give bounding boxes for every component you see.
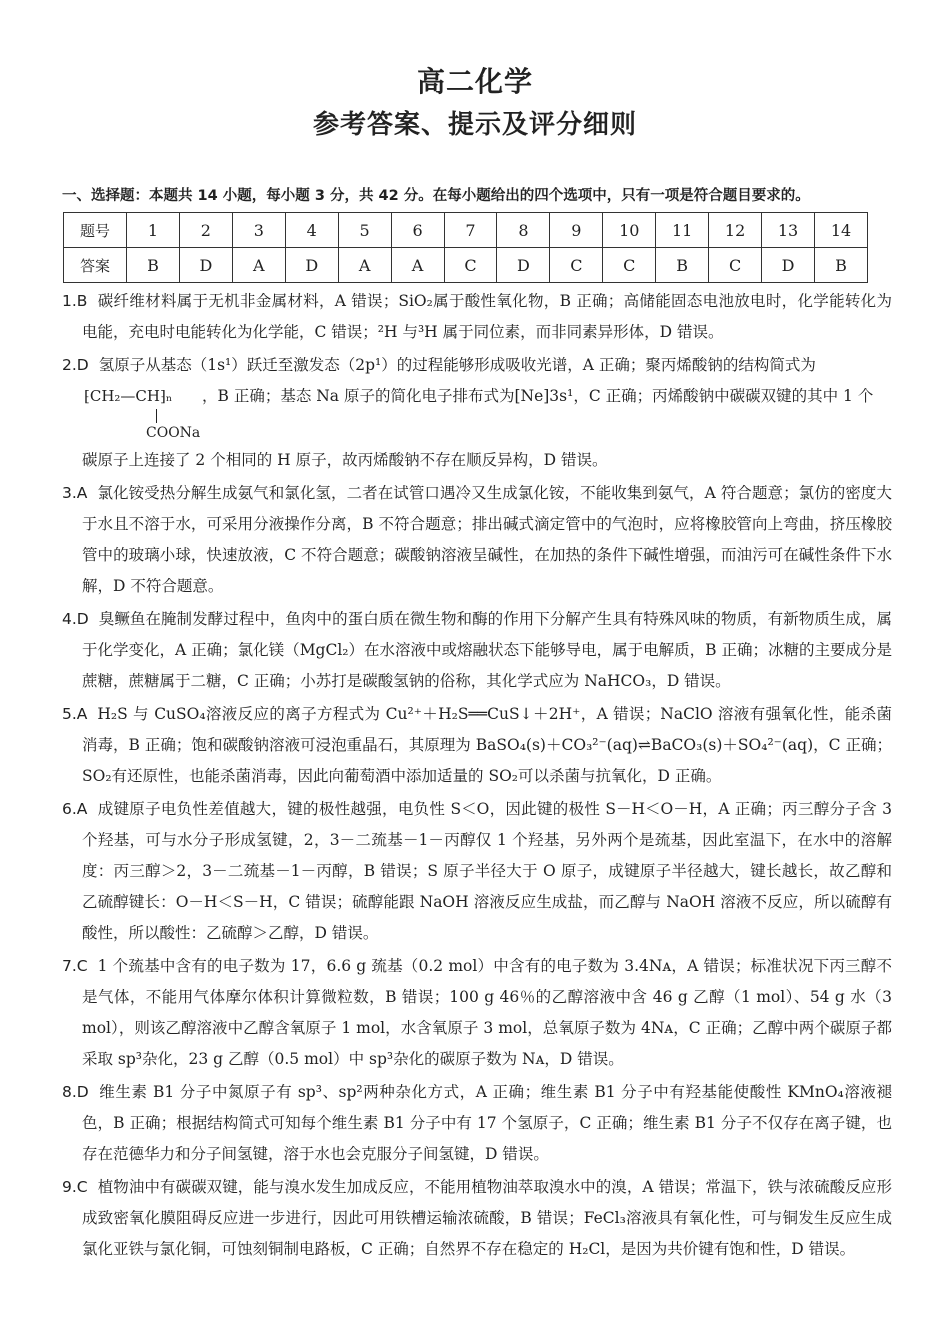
page-subtitle: 参考答案、提示及评分细则 xyxy=(312,110,637,140)
question-answer: A xyxy=(76,705,88,723)
question-number: 1. xyxy=(62,292,77,310)
section-heading: 一、选择题：本题共 14 小题，每小题 3 分，共 42 分。在每小题给出的四个选项中，只有一项是符合题目要求的。 xyxy=(62,188,810,204)
explanation-text-end: 碳原子上连接了 2 个相同的 H 原子，故丙烯酸钠不存在顺反异构，D 错误。 xyxy=(82,451,608,469)
question-number-cell: 7 xyxy=(444,213,497,248)
explanation-q1 xyxy=(62,286,892,348)
question-number-row xyxy=(64,213,868,248)
question-number-cell: 4 xyxy=(285,213,338,248)
explanation-q7 xyxy=(62,951,892,1075)
answer-cell: B xyxy=(656,248,709,283)
explanation-text: 维生素 B1 分子中氮原子有 sp³、sp²两种杂化方式，A 正确；维生素 B1 分子中有羟基能使酸性 KMnO₄溶液褪色，B 正确；根据结构简式可知每个维生素 B1 分子中有 17 个氢原子，C 正确；维生素 B1 分子不仅存在离子键，也存在范德华力和分子间氢键，溶于水也会克服分子间氢键，D 错误。 xyxy=(82,1083,892,1163)
explanation-q4 xyxy=(62,604,892,697)
explanation-q5 xyxy=(62,699,892,792)
question-number: 5. xyxy=(62,705,77,723)
side-group: COONa xyxy=(146,425,201,441)
answer-cell: D xyxy=(285,248,338,283)
question-number: 7. xyxy=(62,957,77,975)
question-number: 6. xyxy=(62,800,77,818)
answer-cell: B xyxy=(814,248,867,283)
row-label-answer: 答案 xyxy=(64,248,127,283)
question-number-cell: 3 xyxy=(232,213,285,248)
answer-cell: D xyxy=(179,248,232,283)
question-number: 3. xyxy=(62,484,77,502)
question-number-cell: 1 xyxy=(127,213,180,248)
explanation-text-continued: ，B 正确；基态 Na 原子的简化电子排布式为[Ne]3s¹，C 正确；丙烯酸钠中碳碳双键的其中 1 个 xyxy=(202,387,874,405)
question-answer: B xyxy=(76,292,88,310)
answer-cell: D xyxy=(762,248,815,283)
question-answer: D xyxy=(76,610,89,628)
question-number: 8. xyxy=(62,1083,77,1101)
explanation-text: H₂S 与 CuSO₄溶液反应的离子方程式为 Cu²⁺＋H₂S══CuS↓＋2H⁺，A 错误；NaClO 溶液有强氧化性，能杀菌消毒，B 正确；饱和碳酸钠溶液可浸泡重晶石，其原理为 BaSO₄(s)＋CO₃²⁻(aq)⇌BaCO₃(s)＋SO₄²⁻(aq)，C 正确；SO₂有还原性，也能杀菌消毒，因此向葡萄酒中添加适量的 SO₂可以杀菌与抗氧化，D 正确。 xyxy=(82,705,892,785)
explanation-text: 臭鳜鱼在腌制发酵过程中，鱼肉中的蛋白质在微生物和酶的作用下分解产生具有特殊风味的物质，有新物质生成，属于化学变化，A 正确；氯化镁（MgCl₂）在水溶液中或熔融状态下能够导电，属于电解质，B 正确；冰糖的主要成分是蔗糖，蔗糖属于二糖，C 正确；小苏打是碳酸氢钠的俗称，其化学式应为 NaHCO₃，D 错误。 xyxy=(82,610,892,690)
explanation-text: 成键原子电负性差值越大，键的极性越强，电负性 S＜O，因此键的极性 S－H＜O－H，A 正确；丙三醇分子含 3 个羟基，可与水分子形成氢键，2，3－二巯基－1－丙醇仅 1 个羟基，另外两个是巯基，因此室温下，在水中的溶解度：丙三醇＞2，3－二巯基－1－丙醇，B 错误；S 原子半径大于 O 原子，成键原子半径越大，键长越长，故乙醇和乙硫醇键长：O－H＜S－H，C 错误；硫醇能跟 NaOH 溶液反应生成盐，而乙醇与 NaOH 溶液不反应，所以硫醇有酸性，所以酸性：乙硫醇＞乙醇，D 错误。 xyxy=(82,800,892,942)
answer-cell: A xyxy=(338,248,391,283)
question-number-cell: 10 xyxy=(603,213,656,248)
answer-cell: C xyxy=(603,248,656,283)
question-answer: C xyxy=(76,1178,88,1196)
explanation-q8 xyxy=(62,1077,892,1170)
question-number-cell: 5 xyxy=(338,213,391,248)
explanation-text: 氯化铵受热分解生成氨气和氯化氢，二者在试管口遇冷又生成氯化铵，不能收集到氨气，A 符合题意；氯仿的密度大于水且不溶于水，可采用分液操作分离，B 不符合题意；排出碱式滴定管中的气泡时，应将橡胶管向上弯曲，挤压橡胶管中的玻璃小球，快速放液，C 不符合题意；碳酸钠溶液呈碱性，在加热的条件下碱性增强，而油污可在碱性条件下水解，D 不符合题意。 xyxy=(82,484,892,595)
answer-cell: C xyxy=(550,248,603,283)
question-answer: A xyxy=(76,800,88,818)
answer-cell: A xyxy=(232,248,285,283)
polymer-chain: ⁅CH₂—CH⁆ₙ xyxy=(84,387,173,405)
answer-cell: B xyxy=(127,248,180,283)
question-answer: C xyxy=(76,957,88,975)
question-answer: D xyxy=(76,356,89,374)
answer-table xyxy=(63,212,868,283)
answer-cell: A xyxy=(391,248,444,283)
explanation-q6 xyxy=(62,794,892,949)
page-title: 高二化学 xyxy=(416,65,533,98)
answer-cell: C xyxy=(444,248,497,283)
explanation-text: 碳纤维材料属于无机非金属材料，A 错误；SiO₂属于酸性氧化物，B 正确；高储能固态电池放电时，化学能转化为电能，充电时电能转化为化学能，C 错误；²H 与³H 属于同位素，而非同素异形体，D 错误。 xyxy=(82,292,892,341)
structural-formula xyxy=(82,381,892,445)
answer-row xyxy=(64,248,868,283)
row-label-number: 题号 xyxy=(64,213,127,248)
question-number: 9. xyxy=(62,1178,77,1196)
question-number-cell: 11 xyxy=(656,213,709,248)
question-answer: D xyxy=(76,1083,89,1101)
question-number-cell: 14 xyxy=(814,213,867,248)
question-number-cell: 6 xyxy=(391,213,444,248)
question-number-cell: 12 xyxy=(709,213,762,248)
question-answer: A xyxy=(76,484,88,502)
answer-cell: D xyxy=(497,248,550,283)
explanation-q2 xyxy=(62,350,892,476)
question-number-cell: 8 xyxy=(497,213,550,248)
question-number: 4. xyxy=(62,610,77,628)
explanation-text: 1 个巯基中含有的电子数为 17，6.6 g 巯基（0.2 mol）中含有的电子数为 3.4Nᴀ，A 错误；标准状况下丙三醇不是气体，不能用气体摩尔体积计算微粒数，B 错误；100 g 46％的乙醇溶液中含 46 g 乙醇（1 mol）、54 g 水（3 mol），则该乙醇溶液中乙醇含氧原子 1 mol，水含氧原子 3 mol，总氧原子数为 4Nᴀ，C 正确；乙醇中两个碳原子都采取 sp³杂化，23 g 乙醇（0.5 mol）中 sp³杂化的碳原子数为 Nᴀ，D 错误。 xyxy=(82,957,892,1068)
question-number-cell: 13 xyxy=(762,213,815,248)
answer-cell: C xyxy=(709,248,762,283)
explanations xyxy=(62,286,892,1267)
explanation-q9 xyxy=(62,1172,892,1265)
question-number-cell: 9 xyxy=(550,213,603,248)
explanation-text: 植物油中有碳碳双键，能与溴水发生加成反应，不能用植物油萃取溴水中的溴，A 错误；常温下，铁与浓硫酸反应形成致密氧化膜阻碍反应进一步进行，因此可用铁槽运输浓硫酸，B 错误；FeCl₃溶液具有氧化性，可与铜发生反应生成氯化亚铁与氯化铜，可蚀刻铜制电路板，C 正确；自然界不存在稳定的 H₂Cl，是因为共价键有饱和性，D 错误。 xyxy=(82,1178,892,1258)
explanation-text: 氢原子从基态（1s¹）跃迁至激发态（2p¹）的过程能够形成吸收光谱，A 正确；聚丙烯酸钠的结构简式为 xyxy=(98,356,816,374)
question-number-cell: 2 xyxy=(179,213,232,248)
explanation-q3 xyxy=(62,478,892,602)
question-number: 2. xyxy=(62,356,77,374)
